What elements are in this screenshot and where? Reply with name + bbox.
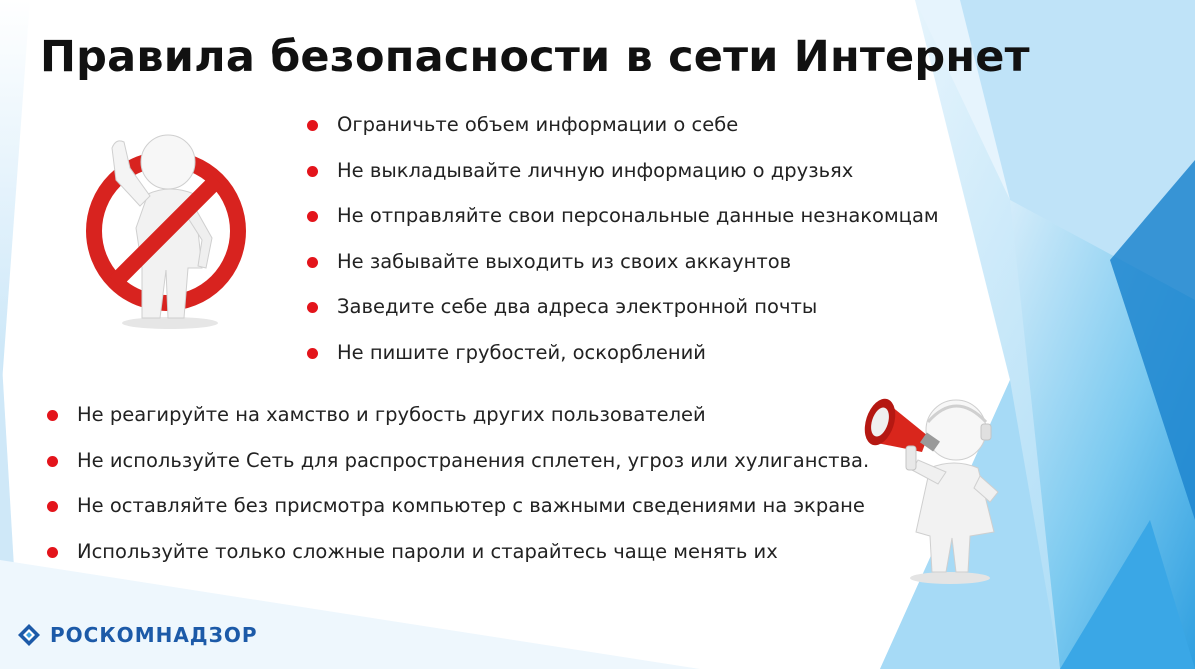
bullet-icon	[47, 501, 58, 512]
bullet-icon	[307, 211, 318, 222]
bullet-icon	[307, 348, 318, 359]
bullet-icon	[307, 257, 318, 268]
logo-text: РОСКОМНАДЗОР	[50, 623, 258, 647]
person-with-prohibition-sign-icon	[78, 118, 256, 330]
bullet-icon	[47, 456, 58, 467]
bullet-icon	[307, 120, 318, 131]
bullet-icon	[307, 302, 318, 313]
slide: Правила безопасности в сети Интернет Ограничьте объем информации о себе Не выкладывайте личную информацию о друзьях Не отправляйте свои персональные данные незнакомцам Не забывайте выходить из своих аккаунтов Заведите себе два адреса электронной почты Не пишите грубостей, оскорблений Не реагируйте на хамство и грубость других пользователей Не используйте Сеть для распространения сплетен, угроз или хулиганства. Не оставляйте без присмотра компьютер с важными сведениями на экране Используйте только сложные пароли и старайтесь чаще менять их РОСКОМНАДЗОР	[0, 0, 1195, 669]
roskomnadzor-logo	[17, 621, 258, 649]
bullet-icon	[47, 410, 58, 421]
person-with-megaphone-icon	[858, 372, 1008, 587]
roskomnadzor-diamond-icon	[17, 623, 41, 647]
bullet-icon	[307, 166, 318, 177]
bullet-icon	[47, 547, 58, 558]
page-title: Правила безопасности в сети Интернет	[40, 32, 1030, 82]
